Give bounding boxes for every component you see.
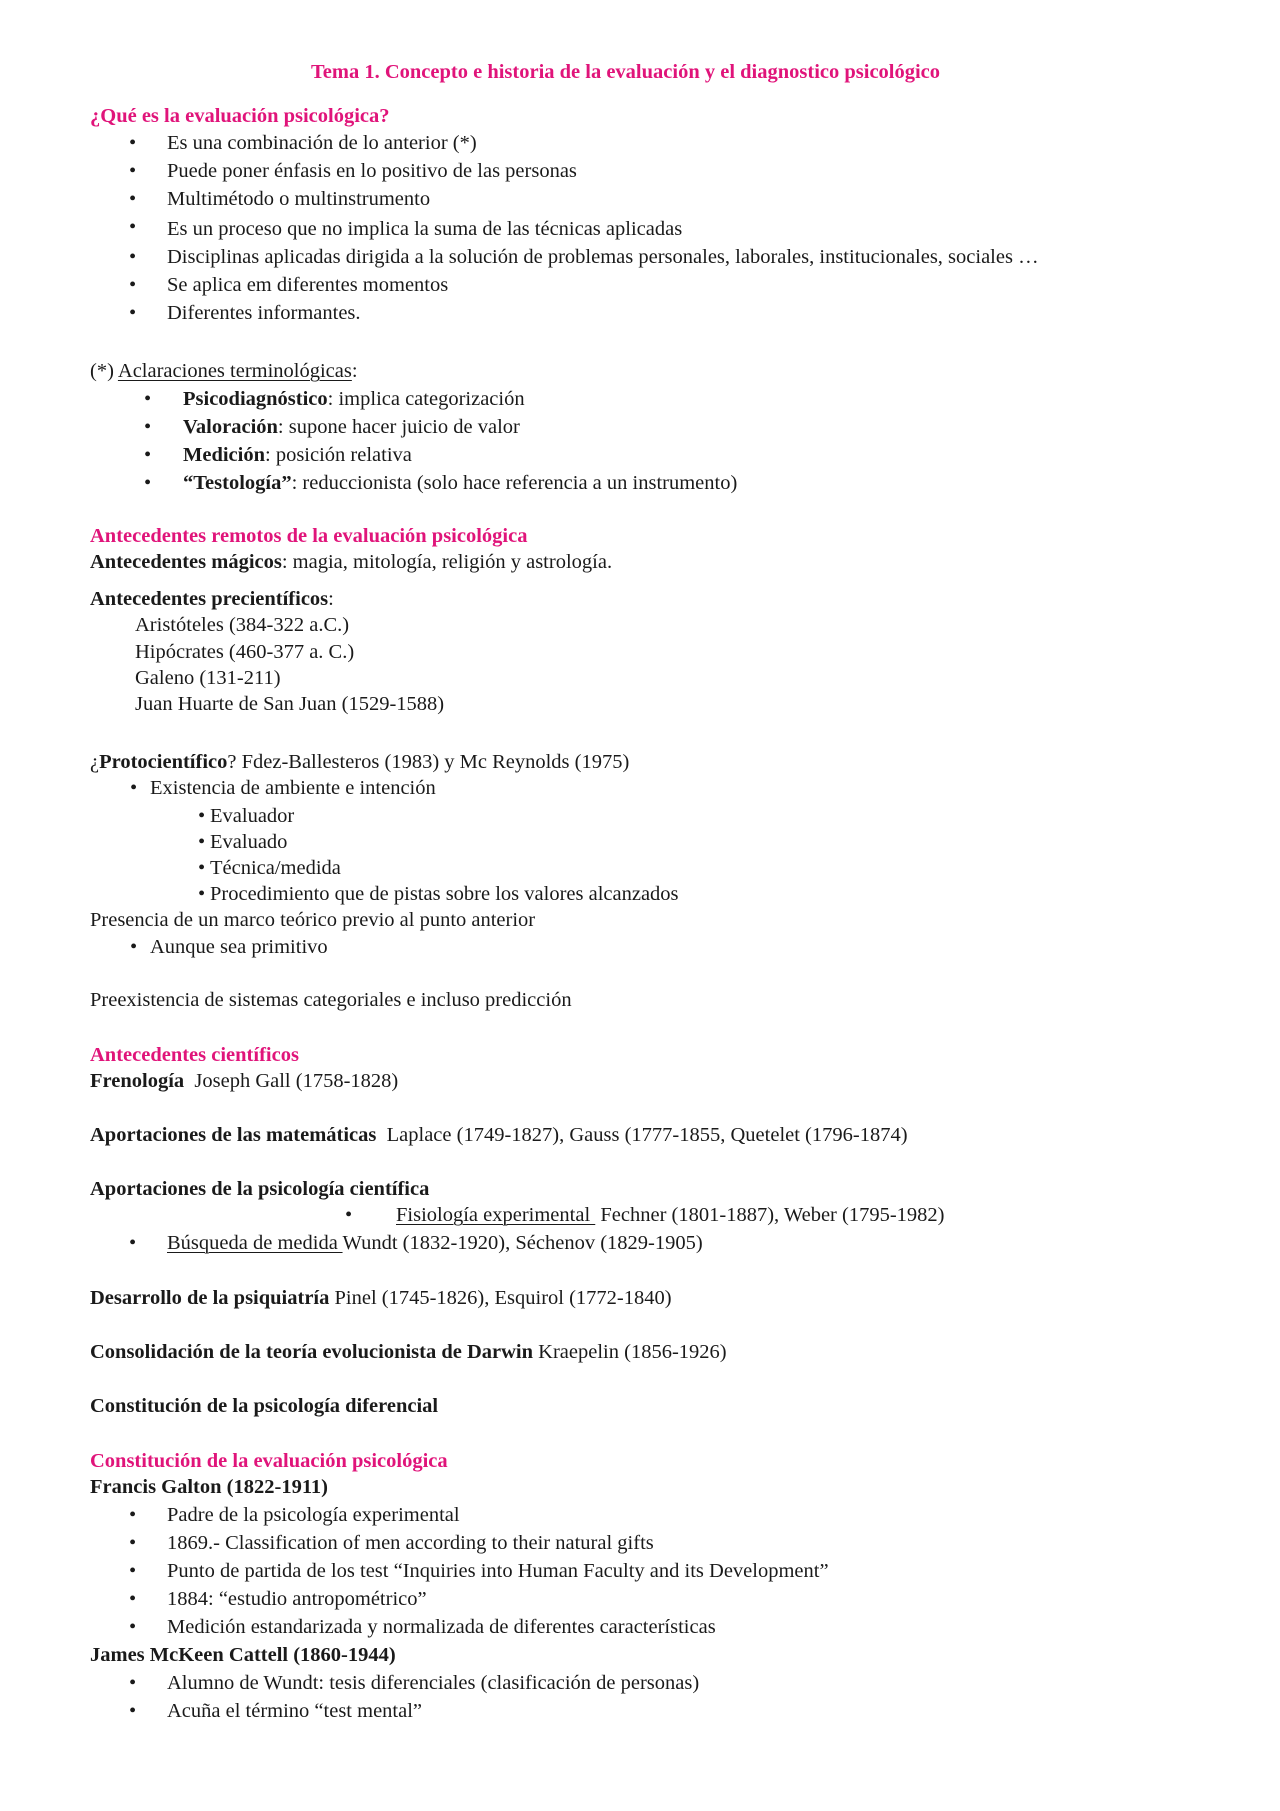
author-line: Hipócrates (460-377 a. C.): [135, 641, 355, 663]
physiology-desc: Fechner (1801-1887), Weber (1795-1982): [595, 1204, 945, 1226]
section-heading-what-is: ¿Qué es la evaluación psicológica?: [90, 105, 390, 127]
bullet: •: [129, 246, 137, 268]
magical-antecedents-line: [90, 552, 612, 573]
term: Psicodiagnóstico: [183, 388, 328, 410]
list-item: [183, 389, 525, 410]
measurement-label: Búsqueda de medida: [167, 1232, 343, 1254]
bullet: •: [129, 302, 137, 324]
bullet: •: [144, 472, 152, 494]
term-desc: : supone hacer juicio de valor: [277, 416, 520, 438]
phrenology-term: Frenología: [90, 1070, 185, 1092]
list-item: [183, 473, 737, 494]
protoscientific-rest: ? Fdez-Ballesteros (1983) y Mc Reynolds (1975): [227, 751, 630, 773]
sub-list-item: Técnica/medida: [210, 857, 341, 879]
bullet: •: [130, 777, 138, 799]
list-item: Multimétodo o multinstrumento: [167, 188, 431, 210]
bullet: •: [129, 1672, 137, 1694]
list-item: [183, 445, 412, 466]
term: Valoración: [183, 416, 278, 438]
differential-psychology-line: [90, 1396, 438, 1417]
list-item: Alumno de Wundt: tesis diferenciales (clasificación de personas): [167, 1672, 700, 1694]
list-item: Se aplica em diferentes momentos: [167, 274, 449, 296]
bullet: •: [129, 1560, 137, 1582]
psychiatry-term: Desarrollo de la psiquiatría: [90, 1287, 330, 1309]
bullet: •: [129, 1232, 137, 1254]
phrenology-desc: Joseph Gall (1758-1828): [184, 1070, 399, 1092]
list-item: Es un proceso que no implica la suma de las técnicas aplicadas: [167, 218, 683, 240]
author-line: Aristóteles (384-322 a.C.): [135, 614, 350, 636]
galton-heading: Francis Galton (1822-1911): [90, 1476, 329, 1498]
list-item: Punto de partida de los test “Inquiries into Human Faculty and its Development”: [167, 1560, 829, 1582]
bullet: •: [144, 388, 152, 410]
clarifications-label: Aclaraciones terminológicas: [117, 360, 352, 382]
psychiatry-desc: Pinel (1745-1826), Esquirol (1772-1840): [329, 1287, 672, 1309]
mathematics-term: Aportaciones de las matemáticas: [90, 1124, 377, 1146]
bullet: •: [129, 188, 137, 210]
list-item: [183, 417, 520, 438]
mathematics-desc: Laplace (1749-1827), Gauss (1777-1855, Quetelet (1796-1874): [376, 1124, 908, 1146]
list-item: Es una combinación de lo anterior (*): [167, 132, 477, 154]
darwin-term: Consolidación de la teoría evolucionista de Darwin: [90, 1341, 534, 1363]
page-title: Tema 1. Concepto e historia de la evaluación y el diagnostico psicológico: [311, 61, 941, 83]
preexistence-line: Preexistencia de sistemas categoriales e incluso predicción: [90, 989, 572, 1011]
list-item: Acuña el término “test mental”: [167, 1700, 423, 1722]
list-item: Existencia de ambiente e intención: [150, 777, 436, 799]
mathematics-line: [90, 1125, 908, 1146]
section-heading-remote-antecedents: Antecedentes remotos de la evaluación psicológica: [90, 525, 528, 547]
physiology-label: Fisiología experimental: [396, 1204, 596, 1226]
term-desc: : implica categorización: [327, 388, 525, 410]
bullet: •: [144, 444, 152, 466]
phrenology-line: [90, 1071, 398, 1092]
list-item: Puede poner énfasis en lo positivo de las personas: [167, 160, 577, 182]
list-item: [396, 1205, 945, 1226]
presence-line: Presencia de un marco teórico previo al punto anterior: [90, 909, 536, 931]
list-item: Diferentes informantes.: [167, 302, 361, 324]
list-item: Padre de la psicología experimental: [167, 1504, 460, 1526]
clarifications-prefix: (*): [90, 360, 118, 382]
sub-list-item: Procedimiento que de pistas sobre los valores alcanzados: [210, 883, 679, 905]
prescientific-term: Antecedentes precientíficos: [90, 588, 329, 610]
sub-list-item: Evaluador: [210, 805, 295, 827]
bullet: •: [129, 160, 137, 182]
scientific-psychology-term: Aportaciones de la psicología científica: [90, 1178, 430, 1200]
list-item: Medición estandarizada y normalizada de diferentes características: [167, 1616, 716, 1638]
prescientific-colon: :: [328, 588, 334, 610]
protoscientific-open: ¿: [90, 751, 100, 773]
author-line: Juan Huarte de San Juan (1529-1588): [135, 693, 445, 715]
magical-term: Antecedentes mágicos: [90, 551, 282, 573]
term: “Testología”: [183, 472, 292, 494]
prescientific-line: [90, 589, 334, 610]
bullet: •: [345, 1204, 353, 1226]
bullet: •: [129, 1532, 137, 1554]
bullet: •: [129, 216, 137, 238]
term: Medición: [183, 444, 265, 466]
measurement-desc: Wundt (1832-1920), Séchenov (1829-1905): [342, 1232, 703, 1254]
bullet: •: [198, 831, 206, 853]
bullet: •: [198, 857, 206, 879]
section-heading-scientific-antecedents: Antecedentes científicos: [90, 1044, 299, 1066]
list-item: [167, 1233, 703, 1254]
darwin-desc: Kraepelin (1856-1926): [533, 1341, 727, 1363]
clarifications-line: [90, 361, 358, 382]
list-item: Aunque sea primitivo: [150, 936, 328, 958]
magical-desc: : magia, mitología, religión y astrología.: [281, 551, 613, 573]
term-desc: : reduccionista (solo hace referencia a un instrumento): [291, 472, 738, 494]
section-heading-constitution: Constitución de la evaluación psicológica: [90, 1450, 448, 1472]
bullet: •: [129, 274, 137, 296]
clarifications-colon: :: [351, 360, 358, 382]
cattell-heading: James McKeen Cattell (1860-1944): [90, 1644, 396, 1666]
protoscientific-term: Protocientífico: [99, 751, 228, 773]
differential-psychology-term: Constitución de la psicología diferencial: [90, 1395, 439, 1417]
psychiatry-line: [90, 1288, 672, 1309]
term-desc: : posición relativa: [265, 444, 412, 466]
darwin-line: [90, 1342, 727, 1363]
scientific-psychology-heading: [90, 1179, 429, 1200]
bullet: •: [129, 1588, 137, 1610]
list-item: 1869.- Classification of men according to their natural gifts: [167, 1532, 654, 1554]
bullet: •: [198, 883, 206, 905]
bullet: •: [129, 1616, 137, 1638]
list-item: 1884: “estudio antropométrico”: [167, 1588, 427, 1610]
bullet: •: [198, 805, 206, 827]
bullet: •: [130, 936, 138, 958]
list-item: Disciplinas aplicadas dirigida a la solución de problemas personales, laborales, institucionales, sociales …: [167, 246, 1039, 268]
bullet: •: [129, 1504, 137, 1526]
bullet: •: [129, 1700, 137, 1722]
bullet: •: [129, 132, 137, 154]
protoscientific-line: [90, 752, 629, 773]
bullet: •: [144, 416, 152, 438]
author-line: Galeno (131-211): [135, 667, 281, 689]
sub-list-item: Evaluado: [210, 831, 288, 853]
